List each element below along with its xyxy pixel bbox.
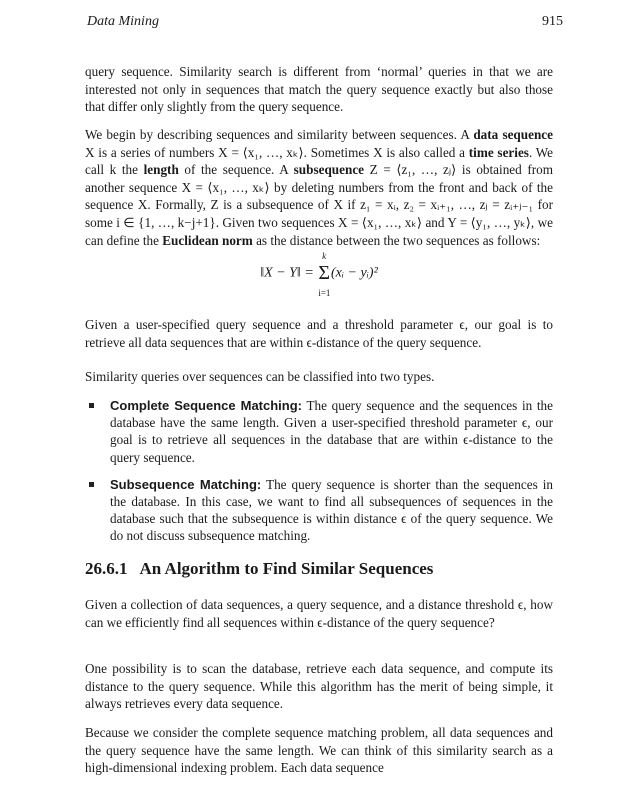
- list-item: [85, 476, 553, 545]
- list-item: [85, 397, 553, 466]
- bullet-term: Complete Sequence Matching:: [110, 398, 303, 413]
- bullet-text: The query sequence and the sequences in the database have the same length. Given a user-specified threshold parameter ϵ, our goal is to retrieve all sequences in the database that are within ϵ-distance to the query sequence.: [110, 398, 553, 465]
- text-run: We begin by describing sequences and similarity between sequences. A: [85, 127, 474, 142]
- euclidean-norm-equation: [85, 251, 553, 298]
- sum-symbol: Σ: [318, 262, 330, 284]
- running-head: [87, 14, 563, 36]
- text-run: X is a series of numbers X = ⟨x₁, …, xₖ⟩. Sometimes X is also called a: [85, 144, 469, 160]
- sum-lower-limit: i=1: [318, 288, 331, 298]
- paragraph-sequence-definitions: [85, 126, 553, 249]
- bullet-marker: [89, 482, 94, 487]
- paragraph-query-goal: Given a user-specified query sequence and a threshold parameter ϵ, our goal is to retrieve all data sequences that are within ϵ-distance of the query sequence.: [85, 317, 553, 350]
- bullet-term: Subsequence Matching:: [110, 476, 262, 492]
- paragraph-query-types: Similarity queries over sequences can be classified into two types.: [85, 369, 435, 384]
- paragraph-scan-approach: One possibility is to scan the database, retrieve each data sequence, and compute its distance to the query sequence. While this algorithm has the merit of being simple, it always retrieves every data sequence.: [85, 661, 553, 712]
- sum-upper-limit: k: [322, 251, 327, 261]
- paragraph-indexing-problem: Because we consider the complete sequence matching problem, all data sequences and the query sequence have the same length. We can think of this similarity search as a high-dimensional indexing problem. Each data sequence: [85, 725, 553, 776]
- equation-rhs: (xᵢ − yᵢ)²: [330, 265, 378, 281]
- text-run: . We call k the: [85, 144, 553, 178]
- term-length: length: [143, 162, 179, 178]
- section-number: 26.6.1: [85, 559, 128, 578]
- bullet-text: The query sequence is shorter than the sequences in the database. In this case, we want to find all subsequences of sequences in the database such that the subsequence is within distance ϵ of the query sequence. We do not discuss subsequence matching.: [110, 476, 553, 544]
- term-time-series: time series: [468, 144, 529, 160]
- term-euclidean-norm: Euclidean norm: [162, 232, 253, 248]
- term-data-sequence: data sequence: [473, 127, 553, 142]
- paragraph-similarity-intro: query sequence. Similarity search is different from ‘normal’ queries in that we are interested not only in sequences that match the query sequence exactly but also those that differ only slightly from the query sequence.: [85, 64, 553, 115]
- running-head-title: Data Mining: [87, 14, 159, 29]
- equation-lhs: ‖X − Y‖ =: [260, 265, 318, 281]
- summation: [318, 251, 331, 298]
- section-heading: [85, 559, 553, 579]
- paragraph-problem-statement: Given a collection of data sequences, a query sequence, and a distance threshold ϵ, how can we efficiently find all sequences within ϵ-distance of the query sequence?: [85, 597, 553, 630]
- term-subsequence: subsequence: [293, 162, 365, 178]
- page-number: 915: [542, 14, 563, 29]
- text-run: Z = ⟨z₁, …, zⱼ⟩ is obtained from another sequence X = ⟨x₁, …, xₖ⟩ by deleting numbers from the front and back of the sequence X. Formally, Z is a subsequence of X if z₁ = xᵢ, z₂ = xᵢ₊₁, …, zⱼ = zᵢ₊ⱼ₋₁ for some i ∈ {1, …, k−j+1}. Given two sequences X = ⟨x₁, …, xₖ⟩ and Y = ⟨y₁, …, yₖ⟩, we can define the: [85, 162, 553, 248]
- text-run: as the distance between the two sequences as follows:: [252, 232, 541, 248]
- bullet-marker: [89, 403, 94, 408]
- query-type-list: [85, 397, 553, 555]
- text-run: of the sequence. A: [178, 162, 294, 178]
- section-title: An Algorithm to Find Similar Sequences: [139, 559, 434, 578]
